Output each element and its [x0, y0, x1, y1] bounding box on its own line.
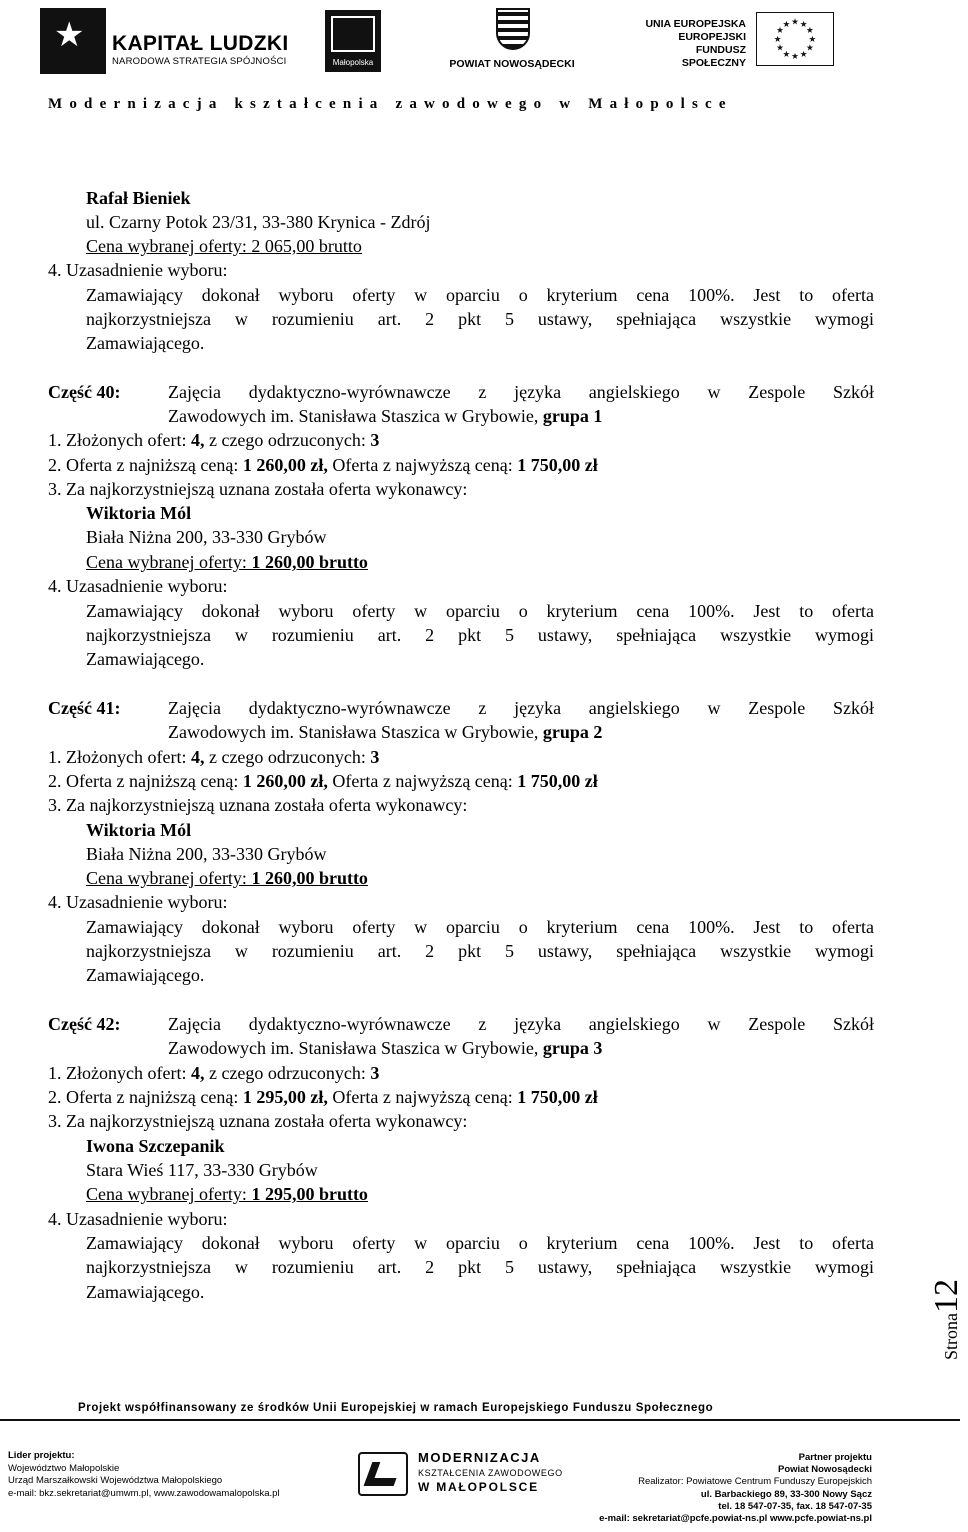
cofinancing-note: Projekt współfinansowany ze środków Unii Europejskiej w ramach Europejskiego Funduszu Społecznego — [78, 1402, 714, 1414]
offers-count-value: 4, — [190, 747, 205, 767]
svg-text:★: ★ — [782, 49, 791, 60]
project-leader-info — [8, 1450, 280, 1500]
offers-count-label: 1. Złożonych ofert: — [48, 747, 191, 767]
partner-line: Powiat Nowosądecki — [778, 1464, 872, 1476]
selected-price-label: Cena wybranej oferty: — [86, 868, 252, 888]
powiat-shield-icon — [496, 8, 530, 50]
malopolska-logo — [325, 10, 381, 72]
lowest-price-value: 1 260,00 zł, — [242, 771, 328, 791]
offers-count-label: 1. Złożonych ofert: — [48, 430, 191, 450]
part-description — [168, 1036, 602, 1060]
part-description: Zajęcia dydaktyczno-wyrównawcze z języka angielskiego w Zespole Szkół — [168, 382, 874, 402]
svg-text:★: ★ — [806, 43, 814, 54]
part-school: Zawodowych im. Stanisława Staszica w Grybowie, — [168, 406, 543, 426]
intro-justification-label: 4. Uzasadnienie wyboru: — [48, 260, 228, 280]
part-label: Część 40: — [48, 382, 121, 402]
selected-price-value: 1 295,00 brutto — [251, 1184, 368, 1204]
part-description: Zajęcia dydaktyczno-wyrównawcze z języka angielskiego w Zespole Szkół — [168, 698, 874, 718]
justification-line: Zamawiającego. — [86, 649, 205, 669]
eu-logo — [636, 10, 906, 74]
svg-text:★: ★ — [791, 52, 799, 63]
rejected-count-value: 3 — [370, 430, 380, 450]
kapital-ludzki-title: KAPITAŁ LUDZKI — [112, 32, 289, 55]
highest-price-label: Oferta z najwyższą ceną: — [327, 1087, 518, 1107]
winner-label: 3. Za najkorzystniejszą uznana została oferta wykonawcy: — [48, 795, 468, 815]
lowest-price-value: 1 260,00 zł, — [242, 455, 328, 475]
partner-contact: e-mail: sekretariat@pcfe.powiat-ns.pl www.pcfe.powiat-ns.pl — [599, 1513, 872, 1525]
selected-price-value: 1 260,00 brutto — [251, 552, 368, 572]
highest-price-label: Oferta z najwyższą ceną: — [327, 455, 518, 475]
modernizacja-subtitle: KSZTAŁCENIA ZAWODOWEGO — [418, 1468, 563, 1478]
winner-label: 3. Za najkorzystniejszą uznana została oferta wykonawcy: — [48, 479, 468, 499]
leader-heading: Lider projektu: — [8, 1450, 75, 1461]
justification-line: najkorzystniejsza w rozumieniu art. 2 pkt 5 ustawy, spełniająca wszystkie wymogi — [86, 1257, 874, 1277]
svg-text:★: ★ — [782, 19, 791, 30]
justification-line: Zamawiającego. — [86, 965, 205, 985]
part-school: Zawodowych im. Stanisława Staszica w Grybowie, — [168, 1038, 543, 1058]
selected-price — [86, 866, 368, 890]
powiat-label: POWIAT NOWOSĄDECKI — [449, 58, 575, 70]
price-range — [48, 769, 598, 793]
svg-text:★: ★ — [799, 19, 808, 30]
intro-price-text: Cena wybranej oferty: 2 065,00 brutto — [86, 236, 362, 256]
page-number-label: Strona — [941, 1313, 961, 1360]
svg-text:★: ★ — [808, 34, 817, 45]
partner-phone: tel. 18 547-07-35, fax. 18 547-07-35 — [718, 1500, 872, 1512]
kapital-ludzki-badge-icon: ★ — [40, 8, 106, 74]
intro-justification-line: najkorzystniejsza w rozumieniu art. 2 pkt 5 ustawy, spełniająca wszystkie wymogi — [86, 309, 874, 329]
svg-text:★: ★ — [776, 26, 784, 37]
justification-label: 4. Uzasadnienie wyboru: — [48, 576, 228, 596]
project-partner-info — [599, 1452, 872, 1525]
lowest-price-label: 2. Oferta z najniższą ceną: — [48, 455, 243, 475]
eu-line: UNIA EUROPEJSKA — [645, 18, 746, 30]
eu-line: EUROPEJSKI — [678, 31, 746, 43]
offers-count — [48, 745, 379, 769]
page-number — [928, 1250, 968, 1370]
intro-justification-line: Zamawiającego. — [86, 333, 205, 353]
intro-winner-address: ul. Czarny Potok 23/31, 33-380 Krynica - Zdrój — [86, 212, 431, 232]
rejected-count-value: 3 — [370, 747, 380, 767]
highest-price-value: 1 750,00 zł — [517, 1087, 598, 1107]
offers-count — [48, 428, 379, 452]
winner-name: Wiktoria Mól — [86, 820, 192, 840]
eu-label — [636, 18, 746, 70]
price-range — [48, 1085, 598, 1109]
selected-price-value: 1 260,00 brutto — [251, 868, 368, 888]
kapital-ludzki-logo — [40, 8, 289, 80]
selected-price — [86, 550, 368, 574]
rejected-count-value: 3 — [370, 1063, 380, 1083]
malopolska-label: Małopolska — [332, 58, 374, 67]
footer-divider — [0, 1419, 960, 1421]
justification-line: najkorzystniejsza w rozumieniu art. 2 pkt 5 ustawy, spełniająca wszystkie wymogi — [86, 941, 874, 961]
offers-count-label: 1. Złożonych ofert: — [48, 1063, 191, 1083]
justification-line: Zamawiający dokonał wyboru oferty w oparciu o kryterium cena 100%. Jest to oferta — [86, 917, 874, 937]
leader-contact: e-mail: bkz.sekretariat@umwm.pl, www.zawodowamalopolska.pl — [8, 1487, 280, 1499]
svg-text:★: ★ — [776, 43, 784, 54]
partner-address: ul. Barbackiego 89, 33-300 Nowy Sącz — [700, 1488, 872, 1500]
part-group: grupa 3 — [542, 1038, 603, 1058]
part-description — [168, 720, 602, 744]
selected-price — [86, 1182, 368, 1206]
rejected-count-label: z czego odrzuconych: — [204, 1063, 371, 1083]
leader-line: Województwo Małopolskie — [8, 1462, 120, 1474]
lowest-price-label: 2. Oferta z najniższą ceną: — [48, 771, 243, 791]
kapital-ludzki-subtitle: NARODOWA STRATEGIA SPÓJNOŚCI — [112, 56, 287, 67]
offers-count — [48, 1061, 379, 1085]
project-banner: Modernizacja kształcenia zawodowego w Małopolsce — [48, 96, 733, 112]
svg-text:★: ★ — [773, 34, 782, 45]
offers-count-value: 4, — [190, 430, 205, 450]
malopolska-emblem-icon — [331, 16, 375, 52]
part-label: Część 42: — [48, 1014, 121, 1034]
price-range — [48, 453, 598, 477]
justification-line: Zamawiający dokonał wyboru oferty w oparciu o kryterium cena 100%. Jest to oferta — [86, 1233, 874, 1253]
winner-address: Biała Niżna 200, 33-330 Grybów — [86, 844, 327, 864]
intro-winner-name: Rafał Bieniek — [86, 188, 191, 208]
justification-line: najkorzystniejsza w rozumieniu art. 2 pkt 5 ustawy, spełniająca wszystkie wymogi — [86, 625, 874, 645]
winner-address: Biała Niżna 200, 33-330 Grybów — [86, 527, 327, 547]
leader-line: Urząd Marszałkowski Województwa Małopolskiego — [8, 1475, 223, 1486]
justification-label: 4. Uzasadnienie wyboru: — [48, 1209, 228, 1229]
svg-text:★: ★ — [799, 49, 808, 60]
intro-justification-line: Zamawiający dokonał wyboru oferty w oparciu o kryterium cena 100%. Jest to oferta — [86, 285, 874, 305]
modernizacja-mark-icon — [358, 1452, 408, 1496]
winner-name: Iwona Szczepanik — [86, 1136, 225, 1156]
part-group: grupa 2 — [542, 722, 603, 742]
svg-text:★: ★ — [806, 26, 814, 37]
justification-label: 4. Uzasadnienie wyboru: — [48, 892, 228, 912]
part-description: Zajęcia dydaktyczno-wyrównawcze z języka angielskiego w Zespole Szkół — [168, 1014, 874, 1034]
selected-price-label: Cena wybranej oferty: — [86, 1184, 252, 1204]
eu-flag-icon — [756, 12, 834, 66]
part-group: grupa 1 — [542, 406, 603, 426]
highest-price-label: Oferta z najwyższą ceną: — [327, 771, 518, 791]
part-label: Część 41: — [48, 698, 121, 718]
intro-price — [86, 234, 362, 258]
partner-heading: Partner projektu — [798, 1452, 872, 1463]
page-number-value: 12 — [928, 1279, 965, 1313]
rejected-count-label: z czego odrzuconych: — [204, 747, 371, 767]
justification-line: Zamawiający dokonał wyboru oferty w oparciu o kryterium cena 100%. Jest to oferta — [86, 601, 874, 621]
svg-text:★: ★ — [791, 17, 799, 28]
part-description — [168, 404, 602, 428]
winner-label: 3. Za najkorzystniejszą uznana została oferta wykonawcy: — [48, 1111, 468, 1131]
lowest-price-value: 1 295,00 zł, — [242, 1087, 328, 1107]
winner-address: Stara Wieś 117, 33-330 Grybów — [86, 1160, 318, 1180]
modernizacja-logo — [358, 1446, 568, 1506]
part-school: Zawodowych im. Stanisława Staszica w Grybowie, — [168, 722, 543, 742]
selected-price-label: Cena wybranej oferty: — [86, 552, 252, 572]
rejected-count-label: z czego odrzuconych: — [204, 430, 371, 450]
eu-line: FUNDUSZ SPOŁECZNY — [681, 44, 746, 69]
highest-price-value: 1 750,00 zł — [517, 771, 598, 791]
partner-line: Realizator: Powiatowe Centrum Funduszy Europejskich — [638, 1476, 872, 1488]
offers-count-value: 4, — [190, 1063, 205, 1083]
powiat-logo — [448, 8, 576, 80]
justification-line: Zamawiającego. — [86, 1282, 205, 1302]
highest-price-value: 1 750,00 zł — [517, 455, 598, 475]
modernizacja-region: W MAŁOPOLSCE — [418, 1480, 539, 1494]
modernizacja-title: MODERNIZACJA — [418, 1450, 541, 1465]
winner-name: Wiktoria Mól — [86, 503, 192, 523]
lowest-price-label: 2. Oferta z najniższą ceną: — [48, 1087, 243, 1107]
